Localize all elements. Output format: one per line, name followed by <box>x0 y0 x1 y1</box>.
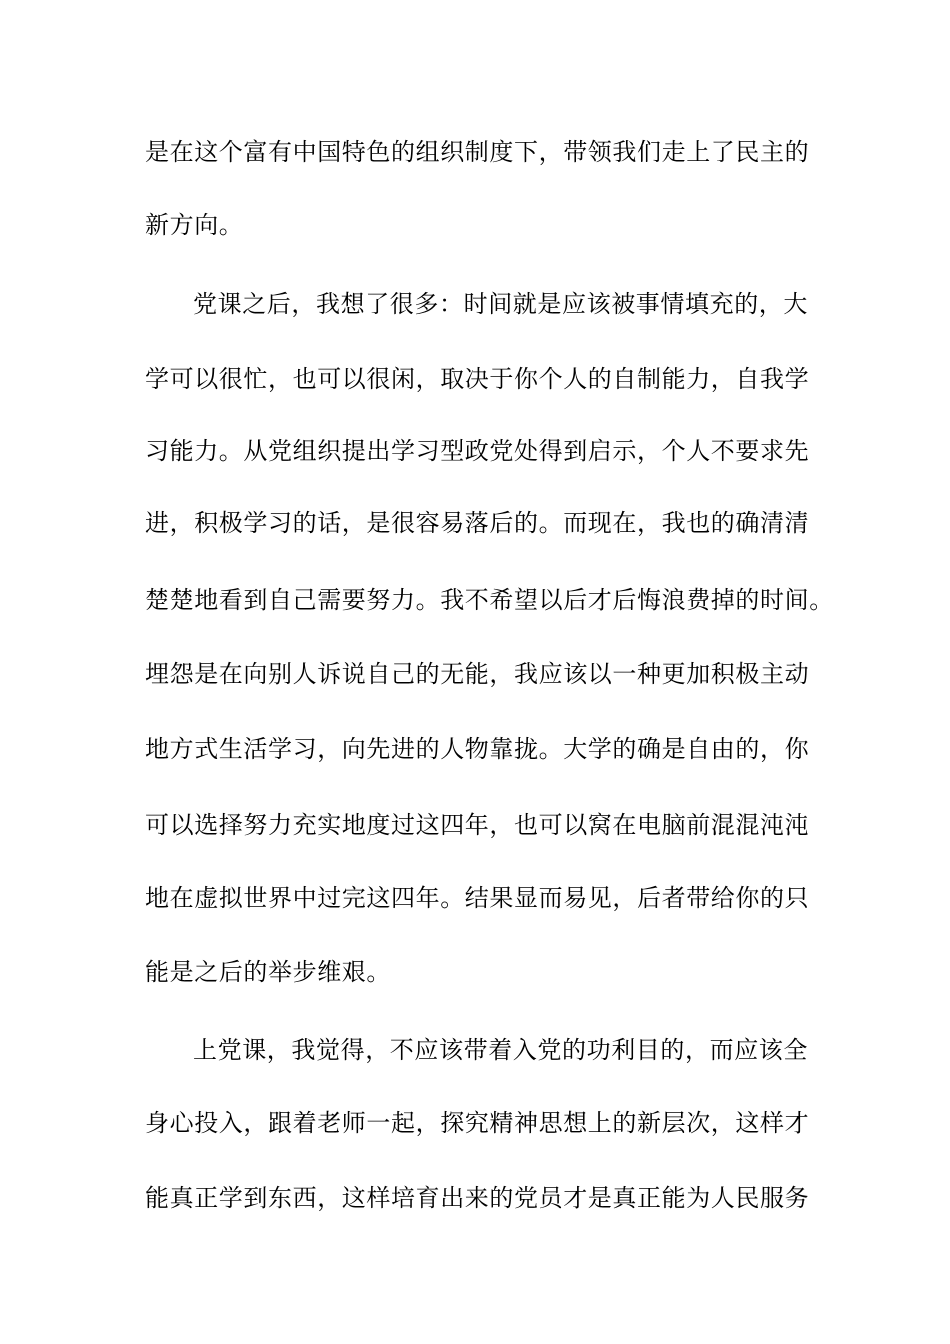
text-line: 可以选择努力充实地度过这四年，也可以窝在电脑前混混沌沌 <box>145 811 810 839</box>
text-line: 进，积极学习的话，是很容易落后的。而现在，我也的确清清 <box>145 509 810 537</box>
text-line: 埋怨是在向别人诉说自己的无能，我应该以一种更加积极主动 <box>145 660 810 688</box>
paragraph-first-line: 上党课，我觉得，不应该带着入党的功利目的，而应该全 <box>193 1036 808 1064</box>
text-line: 能真正学到东西，这样培育出来的党员才是真正能为人民服务 <box>145 1184 810 1212</box>
paragraph-first-line: 党课之后，我想了很多：时间就是应该被事情填充的，大 <box>193 290 808 318</box>
text-line: 地在虚拟世界中过完这四年。结果显而易见，后者带给你的只 <box>145 884 810 912</box>
text-line: 学可以很忙，也可以很闲，取决于你个人的自制能力，自我学 <box>145 365 810 393</box>
text-line: 是在这个富有中国特色的组织制度下，带领我们走上了民主的 <box>145 138 810 166</box>
text-line: 新方向。 <box>145 211 244 239</box>
text-line: 楚楚地看到自己需要努力。我不希望以后才后悔浪费掉的时间。 <box>145 586 834 614</box>
text-line: 习能力。从党组织提出学习型政党处得到启示，个人不要求先 <box>145 437 810 465</box>
text-line: 地方式生活学习，向先进的人物靠拢。大学的确是自由的，你 <box>145 735 810 763</box>
text-line: 身心投入，跟着老师一起，探究精神思想上的新层次，这样才 <box>145 1109 810 1137</box>
text-line: 能是之后的举步维艰。 <box>145 958 391 986</box>
